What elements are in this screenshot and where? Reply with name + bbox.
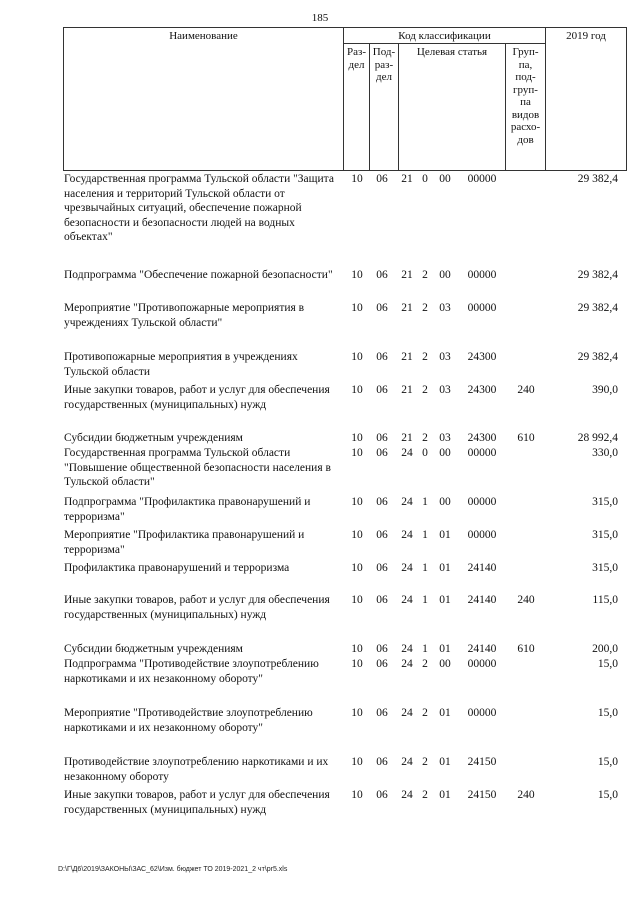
- row-target-subprogram: 2: [422, 658, 428, 670]
- row-subsection: 06: [376, 173, 388, 185]
- row-section: 10: [351, 302, 363, 314]
- row-target-direction: 24140: [467, 562, 497, 574]
- row-target-direction: 24300: [467, 432, 497, 444]
- row-amount: 29 382,4: [577, 302, 618, 314]
- header-target: Целевая статья: [416, 46, 488, 58]
- row-target-program: 24: [401, 707, 413, 719]
- row-amount: 115,0: [592, 594, 618, 606]
- row-target-subprogram: 1: [422, 643, 428, 655]
- row-subsection: 06: [376, 432, 388, 444]
- row-name: Подпрограмма "Противодействие злоупотреблению наркотиками и их незаконному обороту": [64, 658, 319, 685]
- row-section: 10: [351, 173, 363, 185]
- row-name: Мероприятие "Противодействие злоупотреблению наркотиками и их незаконному обороту": [64, 707, 313, 734]
- row-amount: 15,0: [597, 756, 618, 768]
- row-name: Мероприятие "Противопожарные мероприятия в учреждениях Тульской области": [64, 302, 305, 329]
- row-target-subprogram: 2: [422, 756, 428, 768]
- row-target-event: 01: [439, 789, 451, 801]
- row-section: 10: [351, 643, 363, 655]
- row-subsection: 06: [376, 351, 388, 363]
- row-section: 10: [351, 432, 363, 444]
- row-target-subprogram: 2: [422, 789, 428, 801]
- row-target-event: 00: [439, 447, 451, 459]
- row-name: Подпрограмма "Обеспечение пожарной безопасности": [64, 269, 333, 281]
- row-target-subprogram: 2: [422, 351, 428, 363]
- row-section: 10: [351, 658, 363, 670]
- row-target-direction: 00000: [467, 658, 497, 670]
- row-target-subprogram: 2: [422, 269, 428, 281]
- row-target-subprogram: 1: [422, 562, 428, 574]
- row-subsection: 06: [376, 496, 388, 508]
- row-target-subprogram: 1: [422, 496, 428, 508]
- row-amount: 29 382,4: [577, 173, 618, 185]
- row-amount: 200,0: [592, 643, 618, 655]
- row-section: 10: [351, 562, 363, 574]
- row-amount: 315,0: [592, 496, 618, 508]
- row-name: Профилактика правонарушений и терроризма: [64, 562, 290, 574]
- row-expense-group: 240: [517, 594, 535, 606]
- row-target-direction: 24300: [467, 351, 497, 363]
- row-expense-group: 240: [517, 384, 535, 396]
- row-target-direction: 24140: [467, 643, 497, 655]
- row-target-program: 21: [401, 384, 413, 396]
- row-subsection: 06: [376, 789, 388, 801]
- row-amount: 330,0: [592, 447, 618, 459]
- row-name: Противопожарные мероприятия в учреждениях Тульской области: [64, 351, 298, 378]
- row-name: Государственная программа Тульской области "Защита населения и территорий Тульской области от чрезвычайных ситуаций, обеспечение пожарной безопасности и безопасности людей на водных объектах": [64, 173, 334, 243]
- row-target-event: 03: [439, 302, 451, 314]
- row-target-subprogram: 2: [422, 302, 428, 314]
- file-path-footer: D:\Г\Д6\2019\ЗАКОНЫ\ЗАС_62\Изм. бюджет ТО 2019-2021_2 чт\pr5.xls: [58, 866, 288, 873]
- header-section: Раз- дел: [346, 46, 366, 71]
- row-target-program: 24: [401, 562, 413, 574]
- row-section: 10: [351, 529, 363, 541]
- row-target-subprogram: 2: [422, 707, 428, 719]
- header-name: Наименование: [169, 30, 238, 42]
- row-target-event: 00: [439, 173, 451, 185]
- row-target-subprogram: 1: [422, 529, 428, 541]
- header-divider: [545, 27, 546, 170]
- header-group: Груп- па, под- груп- па видов расхо- дов: [510, 46, 541, 146]
- row-target-subprogram: 0: [422, 447, 428, 459]
- row-name: Иные закупки товаров, работ и услуг для обеспечения государственных (муниципальных) нужд: [64, 384, 330, 411]
- row-amount: 315,0: [592, 562, 618, 574]
- row-expense-group: 240: [517, 789, 535, 801]
- row-target-program: 24: [401, 643, 413, 655]
- row-subsection: 06: [376, 594, 388, 606]
- row-target-event: 01: [439, 756, 451, 768]
- row-amount: 29 382,4: [577, 351, 618, 363]
- row-target-program: 24: [401, 447, 413, 459]
- row-name: Подпрограмма "Профилактика правонарушений и терроризма": [64, 496, 311, 523]
- row-amount: 15,0: [597, 658, 618, 670]
- row-target-direction: 24140: [467, 594, 497, 606]
- header-divider: [398, 43, 399, 170]
- row-name: Иные закупки товаров, работ и услуг для обеспечения государственных (муниципальных) нужд: [64, 789, 330, 816]
- row-target-direction: 24300: [467, 384, 497, 396]
- row-target-subprogram: 1: [422, 594, 428, 606]
- row-subsection: 06: [376, 302, 388, 314]
- row-amount: 15,0: [597, 707, 618, 719]
- row-section: 10: [351, 594, 363, 606]
- row-target-program: 24: [401, 756, 413, 768]
- row-target-direction: 00000: [467, 302, 497, 314]
- row-name: Мероприятие "Профилактика правонарушений и терроризма": [64, 529, 305, 556]
- row-amount: 390,0: [592, 384, 618, 396]
- row-section: 10: [351, 789, 363, 801]
- row-target-program: 24: [401, 529, 413, 541]
- row-target-event: 01: [439, 707, 451, 719]
- row-target-direction: 24150: [467, 789, 497, 801]
- row-target-event: 01: [439, 643, 451, 655]
- row-name: Иные закупки товаров, работ и услуг для обеспечения государственных (муниципальных) нужд: [64, 594, 330, 621]
- row-target-program: 21: [401, 351, 413, 363]
- row-target-event: 01: [439, 529, 451, 541]
- row-section: 10: [351, 496, 363, 508]
- row-expense-group: 610: [517, 432, 535, 444]
- row-target-event: 01: [439, 594, 451, 606]
- row-subsection: 06: [376, 707, 388, 719]
- row-target-program: 21: [401, 302, 413, 314]
- header-subsection: Под- раз- дел: [372, 46, 396, 83]
- row-target-event: 03: [439, 384, 451, 396]
- row-subsection: 06: [376, 562, 388, 574]
- row-target-event: 00: [439, 496, 451, 508]
- row-target-event: 03: [439, 432, 451, 444]
- row-target-direction: 00000: [467, 173, 497, 185]
- row-target-direction: 00000: [467, 447, 497, 459]
- row-target-program: 24: [401, 594, 413, 606]
- row-name: Государственная программа Тульской области "Повышение общественной безопасности населения в Тульской области": [64, 447, 331, 488]
- row-target-program: 24: [401, 496, 413, 508]
- row-target-program: 21: [401, 269, 413, 281]
- header-code: Код классификации: [398, 30, 491, 42]
- row-name: Противодействие злоупотреблению наркотиками и их незаконному обороту: [64, 756, 329, 783]
- row-target-direction: 00000: [467, 496, 497, 508]
- row-subsection: 06: [376, 756, 388, 768]
- row-section: 10: [351, 447, 363, 459]
- row-target-event: 00: [439, 269, 451, 281]
- row-section: 10: [351, 384, 363, 396]
- row-subsection: 06: [376, 447, 388, 459]
- row-target-subprogram: 0: [422, 173, 428, 185]
- row-amount: 29 382,4: [577, 269, 618, 281]
- row-target-event: 00: [439, 658, 451, 670]
- row-expense-group: 610: [517, 643, 535, 655]
- page-number: 185: [311, 12, 329, 24]
- row-name: Субсидии бюджетным учреждениям: [64, 432, 243, 444]
- row-target-direction: 00000: [467, 707, 497, 719]
- row-target-program: 21: [401, 173, 413, 185]
- row-target-program: 21: [401, 432, 413, 444]
- row-section: 10: [351, 351, 363, 363]
- header-divider: [343, 43, 545, 44]
- row-target-direction: 24150: [467, 756, 497, 768]
- row-target-direction: 00000: [467, 529, 497, 541]
- row-target-program: 24: [401, 789, 413, 801]
- header-year: 2019 год: [566, 30, 606, 42]
- row-subsection: 06: [376, 384, 388, 396]
- row-subsection: 06: [376, 658, 388, 670]
- row-subsection: 06: [376, 643, 388, 655]
- row-subsection: 06: [376, 529, 388, 541]
- row-section: 10: [351, 269, 363, 281]
- row-name: Субсидии бюджетным учреждениям: [64, 643, 243, 655]
- row-amount: 28 992,4: [577, 432, 618, 444]
- row-target-event: 03: [439, 351, 451, 363]
- row-section: 10: [351, 707, 363, 719]
- row-target-event: 01: [439, 562, 451, 574]
- row-amount: 315,0: [592, 529, 618, 541]
- row-target-subprogram: 2: [422, 432, 428, 444]
- row-amount: 15,0: [597, 789, 618, 801]
- row-target-program: 24: [401, 658, 413, 670]
- row-section: 10: [351, 756, 363, 768]
- row-target-subprogram: 2: [422, 384, 428, 396]
- row-target-direction: 00000: [467, 269, 497, 281]
- row-subsection: 06: [376, 269, 388, 281]
